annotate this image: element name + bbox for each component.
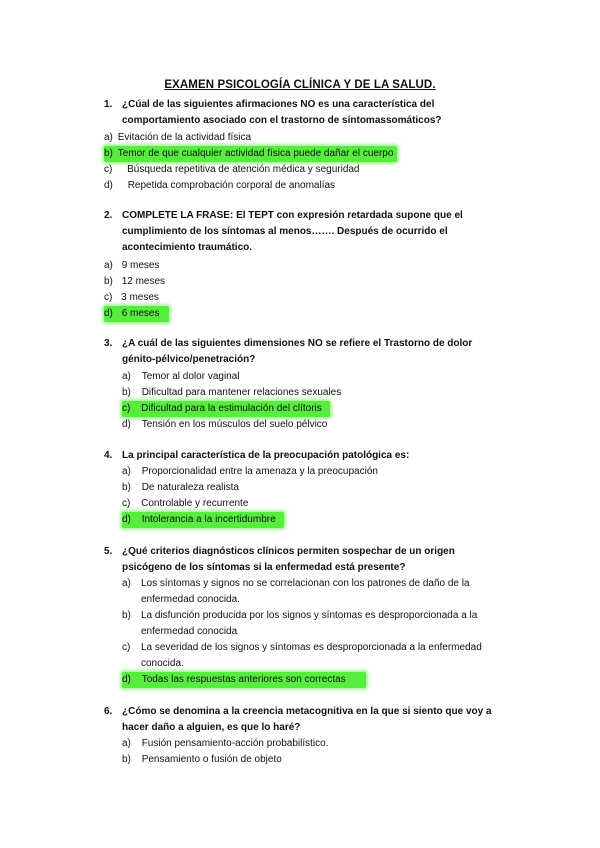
question-text: La principal característica de la preocupación patológica es: (122, 450, 410, 461)
question-text: ¿A cuál de las siguientes dimensiones NO se refiere el Trastorno de dolor génito-pélvico/penetración? (122, 338, 473, 365)
option-b (122, 385, 341, 401)
option-text: Fusión pensamiento-acción probabilístico. (141, 738, 329, 749)
option-letter: c) (104, 292, 113, 303)
question-number: 4. (104, 450, 113, 461)
option-text: Dificultad para mantener relaciones sexuales (141, 387, 342, 398)
option-d (122, 417, 327, 433)
option-d-highlighted (122, 512, 284, 528)
option-a (122, 464, 378, 480)
option-text: Dificultad para la estimulación del clítoris (141, 403, 322, 414)
option-a (122, 369, 240, 385)
option-b (104, 274, 165, 290)
option-letter: a) (122, 578, 131, 589)
option-letter: a) (104, 132, 113, 143)
option-text: De naturaleza realista (141, 482, 239, 493)
exam-title: EXAMEN PSICOLOGÍA CLÍNICA Y DE LA SALUD. (164, 79, 436, 91)
option-text: Los síntomas y signos no se correlacionan con los patrones de daño de la enfermedad conocida. (141, 578, 470, 605)
question-text: ¿Cúal de las siguientes afirmaciones NO es una característica del comportamiento asociado con el trastorno de síntomassomáticos? (122, 99, 442, 126)
option-letter: c) (122, 403, 131, 414)
question-number: 5. (104, 546, 113, 557)
option-text: 12 meses (121, 276, 166, 287)
option-c (104, 290, 159, 306)
option-b-highlighted (104, 146, 397, 162)
option-text: Temor al dolor vaginal (141, 371, 240, 382)
option-a (104, 130, 251, 146)
question-text: ¿Qué criterios diagnósticos clínicos permiten sospechar de un origen psicógeno de los síntomas si la enfermedad está presente? (122, 546, 455, 573)
option-text: Todas las respuestas anteriores son correctas (141, 674, 346, 685)
option-text: La disfunción producida por los signos y síntomas es desproporcionada a la enfermedad conocida (141, 610, 478, 637)
question-text: COMPLETE LA FRASE: El TEPT con expresión retardada supone que el cumplimiento de los síntomas al menos……. Después de ocurrido el acontecimiento traumático. (122, 210, 463, 253)
option-text: 3 meses (121, 292, 159, 303)
option-text: Evitación de la actividad física (117, 132, 252, 143)
option-b (122, 752, 282, 768)
option-letter: d) (122, 419, 131, 430)
option-b (122, 608, 502, 640)
option-letter: b) (104, 148, 113, 159)
option-text: Controlable y recurrente (141, 498, 249, 509)
option-letter: a) (104, 260, 113, 271)
option-letter: c) (122, 498, 131, 509)
question-text: ¿Cómo se denomina a la creencia metacognitiva en la que si siento que voy a hacer daño a alguien, es que lo haré? (122, 706, 492, 733)
option-d (104, 178, 335, 194)
question-number: 1. (104, 99, 113, 110)
option-c (104, 162, 360, 178)
option-letter: c) (122, 642, 131, 653)
option-a (104, 258, 159, 274)
option-letter: b) (122, 482, 131, 493)
option-letter: c) (104, 164, 113, 175)
option-a (122, 576, 502, 608)
option-letter: b) (104, 276, 113, 287)
option-d-highlighted (104, 306, 169, 322)
option-letter: b) (122, 754, 131, 765)
option-letter: a) (122, 738, 131, 749)
option-b (122, 480, 239, 496)
option-text: La severidad de los signos y síntomas es desproporcionada a la enfermedad conocida. (141, 642, 482, 669)
option-letter: a) (122, 466, 131, 477)
option-letter: b) (122, 387, 131, 398)
option-letter: d) (122, 674, 131, 685)
option-d-highlighted (122, 672, 366, 688)
option-c (122, 640, 502, 672)
option-c-highlighted (122, 401, 330, 417)
option-text: Búsqueda repetitiva de atención médica y seguridad (127, 164, 360, 175)
option-letter: b) (122, 610, 131, 621)
option-letter: d) (104, 308, 113, 319)
option-c (122, 496, 248, 512)
option-text: 9 meses (121, 260, 160, 271)
option-letter: d) (122, 514, 131, 525)
option-text: Repetida comprobación corporal de anomalías (127, 180, 336, 191)
option-text: Temor de que cualquier actividad física puede dañar el cuerpo (117, 148, 394, 159)
option-a (122, 736, 328, 752)
option-letter: a) (122, 371, 131, 382)
question-number: 6. (104, 706, 113, 717)
question-number: 3. (104, 338, 113, 349)
option-text: Pensamiento o fusión de objeto (141, 754, 282, 765)
option-text: 6 meses (121, 308, 160, 319)
option-text: Tensión en los músculos del suelo pélvico (141, 419, 328, 430)
option-letter: d) (104, 180, 113, 191)
option-text: Intolerancia a la incertidumbre (141, 514, 276, 525)
option-text: Proporcionalidad entre la amenaza y la preocupación (141, 466, 378, 477)
question-number: 2. (104, 210, 113, 221)
